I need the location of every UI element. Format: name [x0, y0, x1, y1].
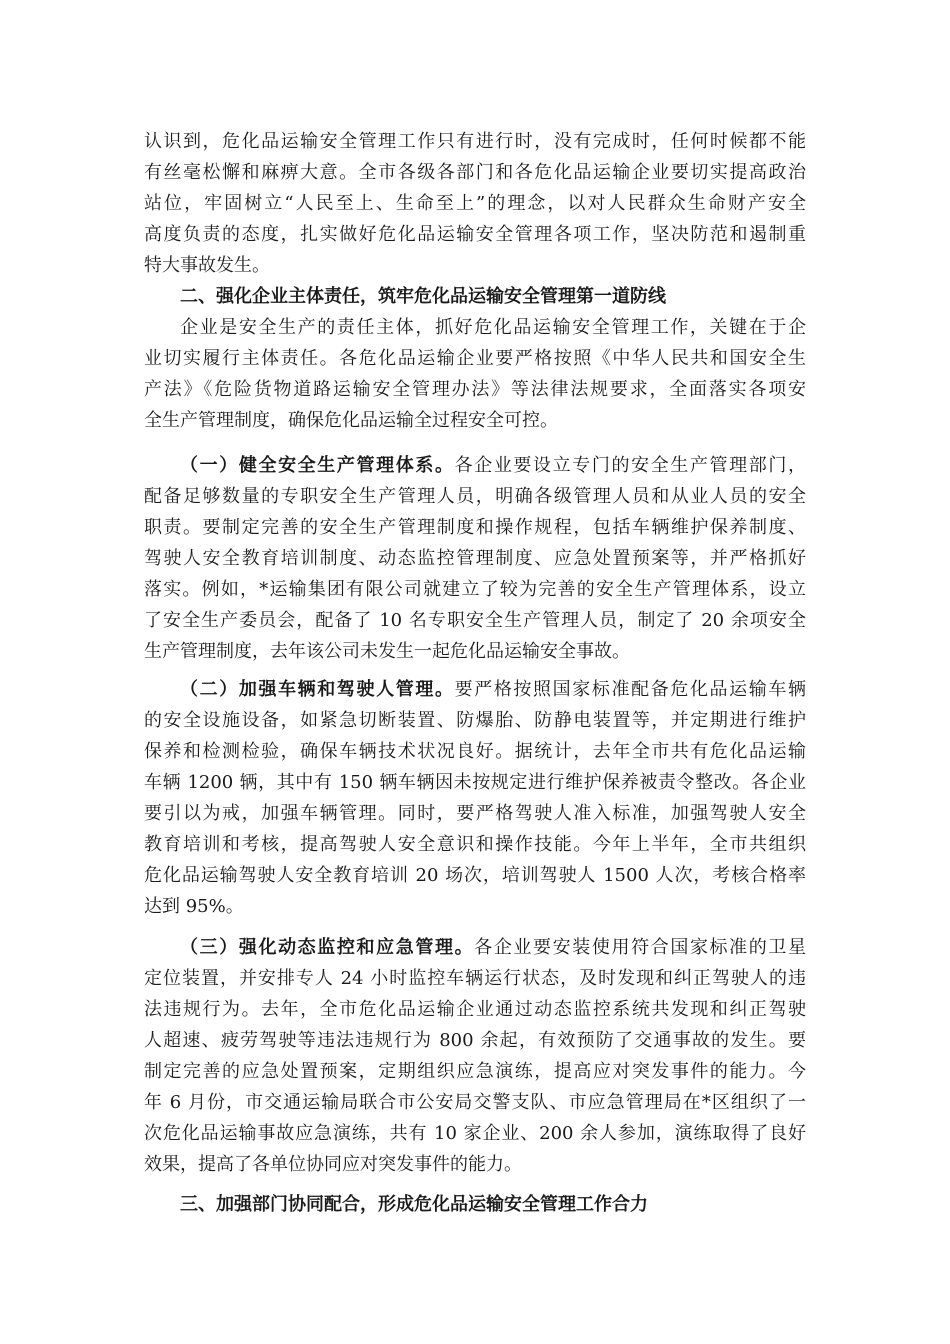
- text-line: [144, 674, 806, 705]
- text-line: 站位，牢固树立“人民至上、生命至上”的理念，以对人民群众生命财产安全: [144, 193, 806, 214]
- text-line: 危化品运输驾驶人安全教育培训 20 场次，培训驾驶人 1500 人次，考核合格率: [144, 865, 806, 886]
- text-line: 教育培训和考核，提高驾驶人安全意识和操作技能。今年上半年，全市共组织: [144, 834, 806, 855]
- text-line: 高度负责的态度，扎实做好危化品运输安全管理各项工作，坚决防范和遏制重: [144, 224, 806, 245]
- text-line: 制定完善的应急处置预案，定期组织应急演练，提高应对突发事件的能力。今: [144, 1061, 806, 1082]
- text-line: 产法》《危险货物道路运输安全管理办法》等法律法规要求，全面落实各项安: [144, 379, 806, 400]
- text-line: 配备足够数量的专职安全生产管理人员，明确各级管理人员和从业人员的安全: [144, 486, 806, 507]
- paragraph-enterprise-responsibility: [144, 312, 806, 436]
- text-line: 法违规行为。去年，全市危化品运输企业通过动态监控系统共发现和纠正驾驶: [144, 999, 806, 1020]
- text-line: 业切实履行主体责任。各危化品运输企业要严格按照《中华人民共和国安全生: [144, 348, 806, 369]
- text-line: 职责。要制定完善的安全生产管理制度和操作规程，包括车辆维护保养制度、: [144, 517, 806, 538]
- paragraph-monitoring-emergency: [144, 932, 806, 1180]
- text: 各企业要设立专门的安全生产管理部门，: [454, 455, 807, 476]
- text-line: [144, 932, 806, 963]
- text-line: 要引以为戒，加强车辆管理。同时，要严格驾驶人准入标准，加强驾驶人安全: [144, 803, 806, 824]
- text: 各企业要安装使用符合国家标准的卫星: [474, 937, 807, 958]
- text-line: 企业是安全生产的责任主体，抓好危化品运输安全管理工作，关键在于企: [180, 317, 806, 338]
- text-line: 特大事故发生。: [144, 255, 270, 276]
- text-line: 车辆 1200 辆，其中有 150 辆车辆因未按规定进行维护保养被责令整改。各企业: [144, 772, 806, 793]
- text-line: 生产管理制度，去年该公司未发生一起危化品运输安全事故。: [144, 641, 630, 662]
- text-line: 驾驶人安全教育培训制度、动态监控管理制度、应急处置预案等，并严格抓好: [144, 548, 806, 569]
- subheading-lead: （三）强化动态监控和应急管理。: [180, 937, 475, 958]
- paragraph-safety-system: [144, 450, 806, 667]
- paragraph-vehicle-driver: [144, 674, 806, 922]
- text-line: 保养和检测检验，确保车辆技术状况良好。据统计，去年全市共有危化品运输: [144, 741, 806, 762]
- heading-text: 三、加强部门协同配合，形成危化品运输安全管理工作合力: [180, 1194, 648, 1215]
- text: 要严格按照国家标准配备危化品运输车辆: [454, 679, 807, 700]
- text-line: 认识到，危化品运输安全管理工作只有进行时，没有完成时，任何时候都不能: [144, 131, 806, 152]
- text-line: 达到 95%。: [144, 896, 244, 917]
- subheading-lead: （二）加强车辆和驾驶人管理。: [180, 679, 455, 700]
- heading-text: 二、强化企业主体责任，筑牢危化品运输安全管理第一道防线: [180, 286, 666, 307]
- text-line: 了安全生产委员会，配备了 10 名专职安全生产管理人员，制定了 20 余项安全: [144, 610, 806, 631]
- text-line: 人超速、疲劳驾驶等违法违规行为 800 余起，有效预防了交通事故的发生。要: [144, 1030, 806, 1051]
- section-heading-3: [144, 1189, 806, 1220]
- text-line: 的安全设施设备，如紧急切断装置、防爆胎、防静电装置等，并定期进行维护: [144, 710, 806, 731]
- text-line: 落实。例如，*运输集团有限公司就建立了较为完善的安全生产管理体系，设立: [144, 579, 806, 600]
- text-line: 全生产管理制度，确保危化品运输全过程安全可控。: [144, 410, 558, 431]
- text-line: 有丝毫松懈和麻痹大意。全市各级各部门和各危化品运输企业要切实提高政治: [144, 162, 806, 183]
- text-line: 效果，提高了各单位协同应对突发事件的能力。: [144, 1154, 522, 1175]
- text-line: 定位装置，并安排专人 24 小时监控车辆运行状态，及时发现和纠正驾驶人的违: [144, 968, 806, 989]
- text-line: 年 6 月份，市交通运输局联合市公安局交警支队、市应急管理局在*区组织了一: [144, 1092, 806, 1113]
- subheading-lead: （一）健全安全生产管理体系。: [180, 455, 455, 476]
- paragraph-continuation: [144, 126, 806, 281]
- text-line: [144, 450, 806, 481]
- text-line: 次危化品运输事故应急演练，共有 10 家企业、200 余人参加，演练取得了良好: [144, 1123, 806, 1144]
- section-heading-2: [144, 281, 806, 312]
